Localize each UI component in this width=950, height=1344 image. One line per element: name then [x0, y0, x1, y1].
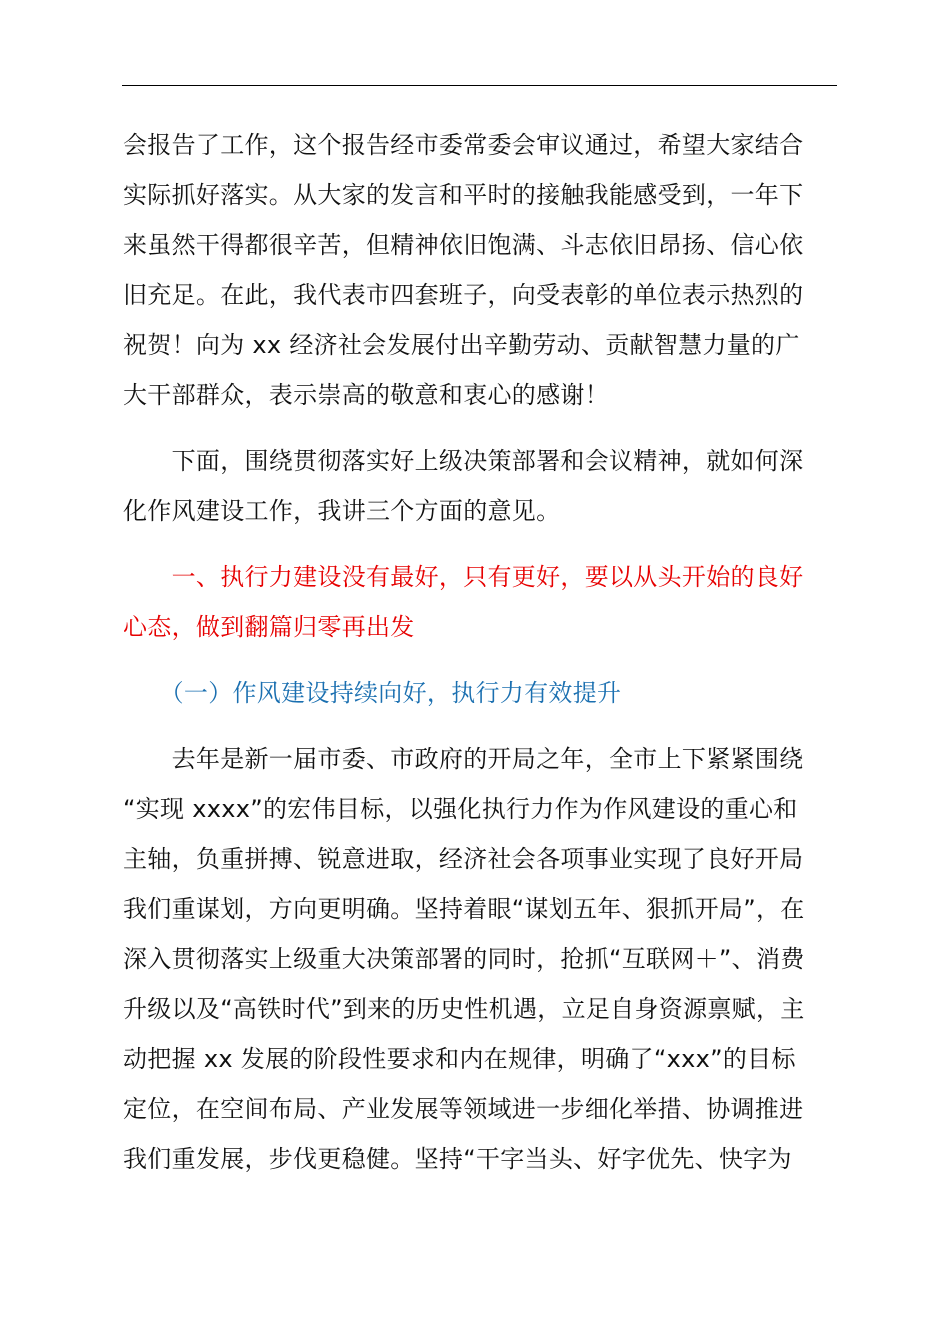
heading-line: 心态，做到翻篇归零再出发 — [123, 613, 415, 641]
text-line: 下面，围绕贯彻落实好上级决策部署和会议精神，就如何深 — [123, 447, 804, 475]
text-line: 大干部群众，表示崇高的敬意和衷心的感谢！ — [123, 381, 609, 409]
text-line: 升级以及“高铁时代”到来的历史性机遇，立足自身资源禀赋，主 — [123, 995, 805, 1023]
body-paragraph-3 — [123, 734, 839, 1184]
text-line: “实现 xxxx”的宏伟目标，以强化执行力作为作风建设的重心和 — [123, 795, 798, 823]
header-rule — [122, 85, 837, 86]
text-line: 动把握 xx 发展的阶段性要求和内在规律，明确了“xxx”的目标 — [123, 1045, 796, 1073]
text-line: 定位，在空间布局、产业发展等领域进一步细化举措、协调推进 — [123, 1095, 804, 1123]
section-heading-1 — [123, 552, 839, 652]
subsection-heading-1 — [123, 668, 839, 718]
text-line: 会报告了工作，这个报告经市委常委会审议通过，希望大家结合 — [123, 131, 804, 159]
document-body — [123, 120, 839, 1184]
text-line: 去年是新一届市委、市政府的开局之年，全市上下紧紧围绕 — [123, 745, 804, 773]
heading-line: 一、执行力建设没有最好，只有更好，要以从头开始的良好 — [123, 563, 804, 591]
body-paragraph-2 — [123, 436, 839, 536]
text-line: 我们重发展，步伐更稳健。坚持“干字当头、好字优先、快字为 — [123, 1145, 792, 1173]
text-line: 化作风建设工作，我讲三个方面的意见。 — [123, 497, 561, 525]
heading-line: （一）作风建设持续向好，执行力有效提升 — [123, 679, 622, 707]
text-line: 我们重谋划，方向更明确。坚持着眼“谋划五年、狠抓开局”，在 — [123, 895, 805, 923]
text-line: 主轴，负重拼搏、锐意进取，经济社会各项事业实现了良好开局 — [123, 845, 804, 873]
text-line: 来虽然干得都很辛苦，但精神依旧饱满、斗志依旧昂扬、信心依 — [123, 231, 804, 259]
text-line: 祝贺！向为 xx 经济社会发展付出辛勤劳动、贡献智慧力量的广 — [123, 331, 800, 359]
text-line: 旧充足。在此，我代表市四套班子，向受表彰的单位表示热烈的 — [123, 281, 804, 309]
text-line: 实际抓好落实。从大家的发言和平时的接触我能感受到，一年下 — [123, 181, 804, 209]
text-line: 深入贯彻落实上级重大决策部署的同时，抢抓“互联网＋”、消费 — [123, 945, 805, 973]
body-paragraph-1 — [123, 120, 839, 420]
